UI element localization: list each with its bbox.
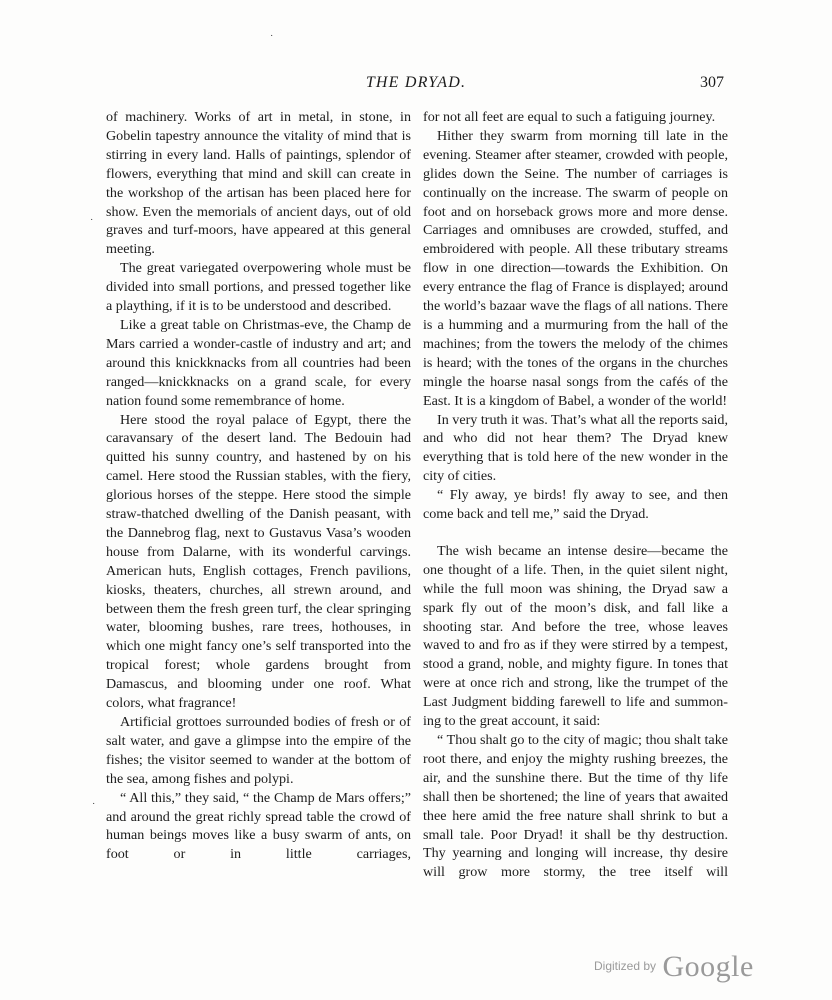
paragraph: The great variegated overpowering whole must be divided into small portions, and pressed together like a plaything, if it is to be understood and described. xyxy=(106,260,411,315)
watermark-prefix: Digitized by xyxy=(594,959,657,973)
page-number: 307 xyxy=(700,74,724,91)
paragraph: In very truth it was. That’s what all the reports said, and who did not hear them? The Dryad knew everything that is told here of the new wonder in the city of cities. xyxy=(423,411,728,485)
right-column xyxy=(423,108,728,882)
paragraph: Hither they swarm from morning till late in the evening. Steamer after steamer, crowded with people, glides down the Seine. The number of carriages is continually on the increase. The swarm of people on foot and on horseback grows more and more dense. Carriages and omnibuses are crowded, stuffed, and embroidered with people. All these tributary streams flow in one direction—towards the Exhibition. On every entrance the flag of France is displayed; around the world’s bazaar wave the flags of all nations. There is a humming and a murmuring from the hall of the machines; from the towers the melody of the chimes is heard; with the tones of the organs in the churches mingle the hoarse nasal songs from the cafés of the East. It is a kingdom of Babel, a wonder of the world! xyxy=(423,127,728,409)
paragraph: Here stood the royal palace of Egypt, there the caravansary of the desert land. The Bedouin had quitted his sunny country, and hastened by on his camel. Here stood the Russian stables, with the fiery, glorious horses of the steppe. Here stood the simple straw-thatched dwelling of the Danish peasant, with the Dannebrog flag, next to Gustavus Vasa’s wooden house from Dalarne, with its wonderful carvings. American huts, English cottages, French pavilions, kiosks, theaters, churches, all strewn around, and between them the fresh green turf, the clear springing water, blooming bushes, rare trees, hothouses, in which one might fancy one’s self transported into the tropical forest; whole gardens brought from Damascus, and blooming under one roof. What colors, what fragrance! xyxy=(106,411,411,712)
digitized-watermark xyxy=(594,950,754,984)
paragraph: Artificial grottoes surrounded bodies of fresh or of salt water, and gave a glimpse into the empire of the fishes; the visitor seemed to wander at the bottom of the sea, among fishes and polypi. xyxy=(106,714,411,787)
paragraph: “ Fly away, ye birds! fly away to see, and then come back and tell me,” said the Dryad. xyxy=(423,487,728,523)
paragraph: for not all feet are equal to such a fatiguing journey. xyxy=(423,109,716,125)
google-logo: Google xyxy=(662,950,754,983)
stray-mark: ˙ xyxy=(90,218,94,229)
stray-mark: ˙ xyxy=(92,802,96,813)
paragraph: “ All this,” they said, “ the Champ de Mars offers;” and around the great richly spread table the crowd of human beings moves like a busy swarm of ants, on foot or in little carriages, xyxy=(106,789,411,863)
stray-mark: ˙ xyxy=(270,34,274,45)
paragraph: of machinery. Works of art in metal, in stone, in Gobelin tapestry announce the vitality of mind that is stirring in every land. Halls of paintings, splendor of flowers, everything that mind and skill can create in the workshop of the artisan has been placed here for show. Even the memorials of ancient days, out of old graves and turf-moors, have appeared at this general meeting. xyxy=(106,109,411,258)
paragraph: Like a great table on Christmas-eve, the Champ de Mars carried a wonder-castle of industry and art; and around this knickknacks from all countries had been ranged—knickknacks on a grand scale, for every nation found some remembrance of home. xyxy=(106,316,411,409)
left-column xyxy=(106,108,411,864)
page-header xyxy=(0,74,832,98)
paragraph: The wish became an intense desire—became the one thought of a life. Then, in the quiet silent night, while the full moon was shining, the Dryad saw a spark fly out of the moon’s disk, and fall like a shooting star. And before the tree, whose leaves waved to and fro as if they were stirred by a tempest, stood a grand, noble, and mighty figure. In tones that were at once rich and strong, like the trumpet of the Last Judgment bidding farewell to life and summoning to the great account, it said: xyxy=(423,542,728,730)
running-title: THE DRYAD. xyxy=(365,74,467,91)
paragraph: “ Thou shalt go to the city of magic; thou shalt take root there, and enjoy the mighty rushing breezes, the air, and the sunshine there. But the time of thy life shall then be shortened; the line of years that awaited thee here amid the free nature shall shrink to but a small tale. Poor Dryad! it shall be thy destruction. Thy yearning and longing will increase, thy desire will grow more stormy, the tree itself will xyxy=(423,732,728,881)
